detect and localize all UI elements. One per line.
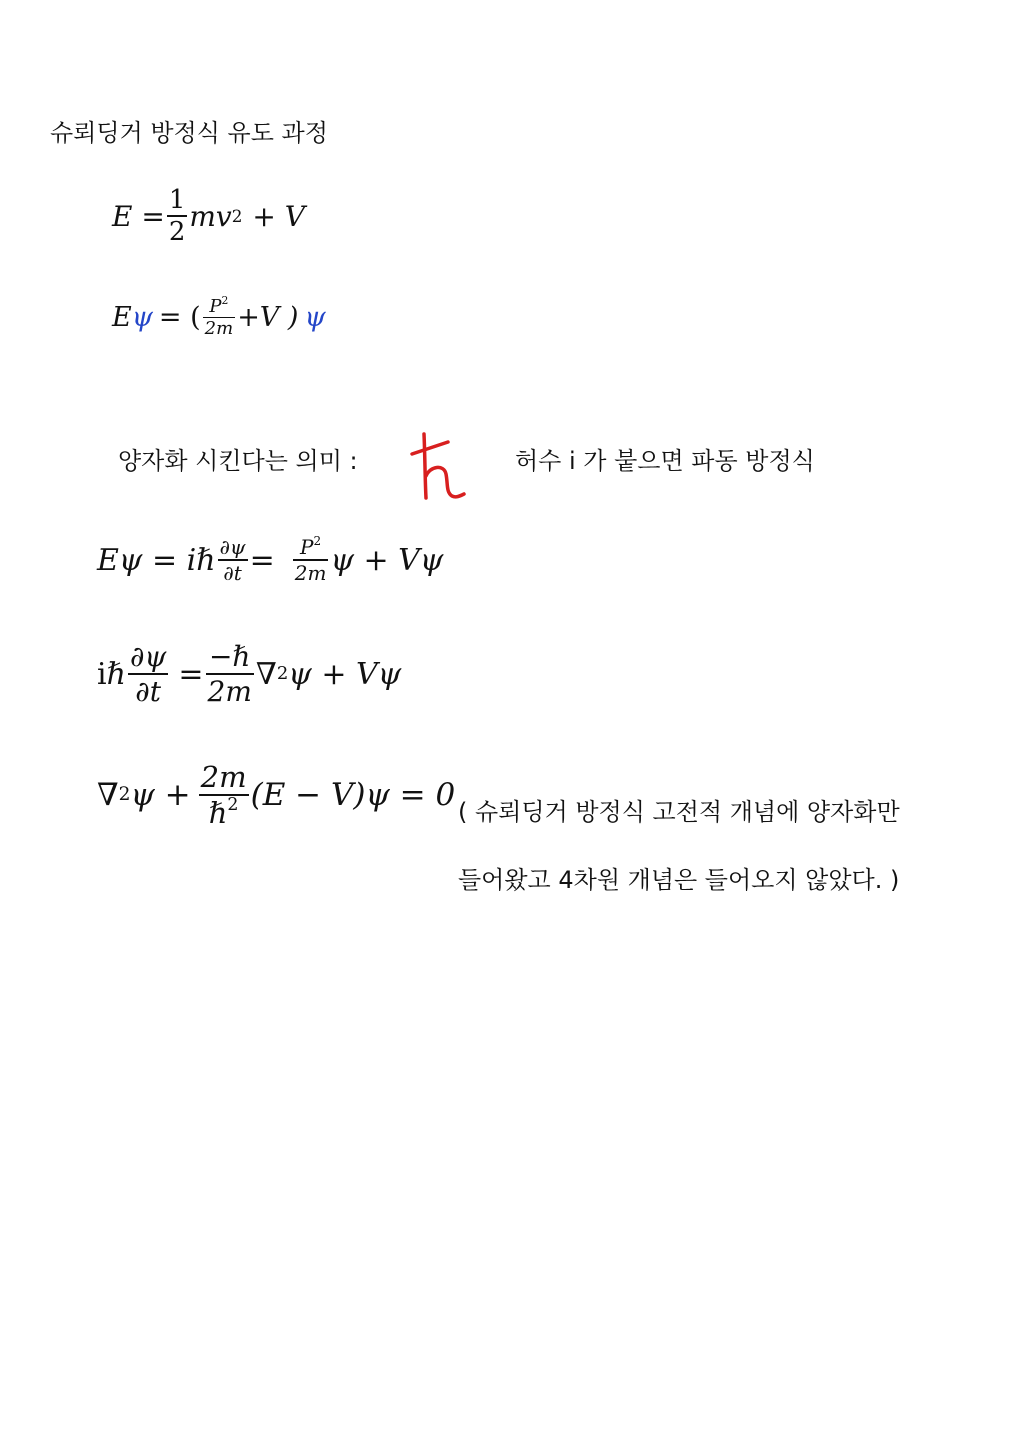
eq2-mid: +V ) [237, 302, 299, 333]
eq3-fraction [293, 535, 329, 585]
eq2-den: 2m [204, 318, 234, 339]
energy-equation: E = $\frac{1}{2}$ mv 2 + V [112, 185, 306, 247]
eq3-rest: ψ + Vψ [330, 542, 444, 578]
eq3-d-num: ∂ψ [219, 535, 246, 559]
eq4-i: i [97, 656, 107, 692]
eq5-num: 2m [200, 760, 247, 794]
schrodinger-time-equation [97, 535, 443, 585]
eq5-psi-plus: ψ + [130, 777, 191, 813]
eq2-lhs: E [112, 302, 132, 333]
eq1-mv: mv [189, 199, 232, 233]
eq5-den-hbar: ℏ [208, 796, 228, 830]
time-independent-equation: ∇ 2 ψ + $\frac{2m}{\hbar^2}$ (E − V)ψ = 0 [97, 760, 456, 830]
eq3-num: P [300, 535, 314, 559]
eq5-nabla: ∇ [97, 777, 119, 813]
page-title: 슈뢰딩거 방정식 유도 과정 [50, 119, 328, 147]
schrodinger-laplacian-equation: i ℏ $\frac{\partial\psi}{\partial t}$ = $\frac{\text{−ℏ}}{2m}$ ∇ 2 ψ + Vψ [97, 640, 402, 708]
quantize-label: 양자화 시킨다는 의미 : [118, 447, 358, 475]
eq3-lhs: Eψ = iℏ [97, 542, 216, 578]
hbar-handwritten [410, 428, 470, 508]
eq2-psi2: ψ [304, 302, 326, 333]
eq2-num: P [209, 296, 222, 317]
eq3-derivative [218, 535, 248, 585]
imaginary-note: 허수 i 가 붙으면 파동 방정식 [515, 447, 815, 475]
hamiltonian-equation [112, 293, 326, 339]
eq4-hbar: ℏ [106, 656, 126, 692]
eq3-d-den: ∂t [223, 561, 242, 585]
eq4-d-num: ∂ψ [129, 640, 167, 673]
footnote-line-1: ( 슈뢰딩거 방정식 고전적 개념에 양자화만 [458, 798, 900, 826]
eq2-num-exp: 2 [221, 293, 229, 307]
eq4-den: 2m [207, 675, 252, 708]
eq4-fraction [206, 640, 254, 708]
eq4-rest: ψ + Vψ [288, 656, 402, 692]
eq3-den: 2m [294, 561, 327, 585]
eq5-fraction [199, 760, 249, 830]
eq1-den: 2 [168, 217, 186, 247]
eq1-num: 1 [168, 185, 186, 215]
eq4-d-den: ∂t [135, 675, 162, 708]
eq4-eq: = [178, 656, 204, 692]
hbar-handwritten-icon [410, 428, 470, 504]
eq3-eq: = [249, 542, 275, 578]
eq5-den-exp: 2 [227, 794, 239, 815]
eq2-psi: ψ [131, 302, 153, 333]
eq3-num-exp: 2 [313, 534, 322, 548]
eq2-eq: = ( [158, 302, 201, 333]
eq2-fraction [203, 293, 236, 339]
eq4-derivative [128, 640, 168, 708]
eq4-num: −ℏ [206, 640, 254, 675]
footnote-line-2: 들어왔고 4차원 개념은 들어오지 않았다. ) [458, 866, 900, 894]
eq4-nabla: ∇ [255, 656, 277, 692]
eq1-lhs: E = [112, 199, 165, 233]
eq1-tail: + V [252, 199, 306, 233]
eq5-rest: (E − V)ψ = 0 [250, 777, 456, 813]
eq1-fraction [167, 185, 188, 247]
